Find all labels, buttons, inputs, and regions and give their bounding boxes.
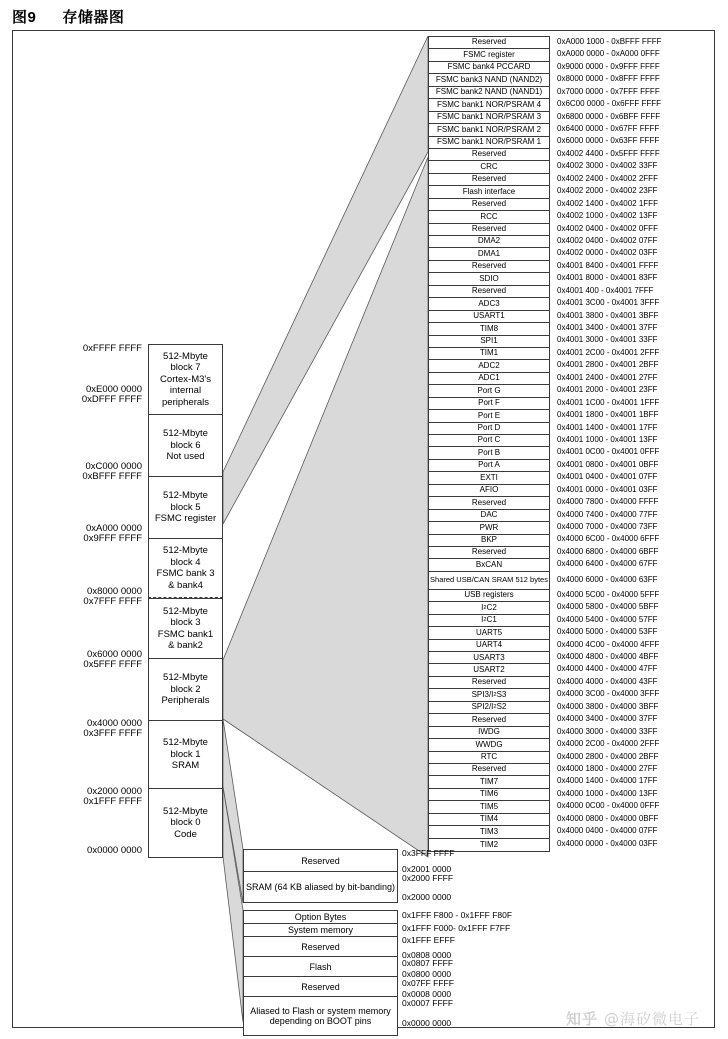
register-row-name: TIM6: [429, 789, 549, 801]
register-row-address: 0x4001 3400 - 0x4001 37FF: [557, 323, 658, 333]
sram-address-label: 0x2001 0000: [402, 864, 452, 874]
flash-address-label: 0x0800 0000: [402, 969, 452, 979]
block-address-label-10: 0x5FFF FFFF: [83, 659, 142, 670]
register-row-name: TIM7: [429, 776, 549, 788]
block-address-label-13: 0x2000 0000: [87, 786, 142, 797]
peripheral-register-address-list: [556, 36, 726, 850]
register-row-name: Reserved: [429, 174, 549, 186]
register-row-address: 0x4001 0000 - 0x4001 03FF: [557, 484, 658, 494]
memory-block-6: [148, 720, 223, 788]
register-row-address: 0x4001 2800 - 0x4001 2BFF: [557, 360, 659, 370]
sram-address-label: 0x2000 0000: [402, 892, 452, 902]
register-row-address: 0x4000 2800 - 0x4000 2BFF: [557, 751, 659, 761]
register-row-address: 0x6400 0000 - 0x67FF FFFF: [557, 124, 660, 134]
flash-boot-detail-box: [243, 910, 398, 1036]
register-row-name: FSMC bank1 NOR/PSRAM 4: [429, 99, 549, 111]
register-row-address: 0x4000 0400 - 0x4000 07FF: [557, 826, 658, 836]
zhihu-logo: 知乎: [565, 1010, 598, 1028]
register-row-address: 0x4001 3800 - 0x4001 3BFF: [557, 310, 659, 320]
flash-address-label: 0x0007 FFFF: [402, 998, 454, 1008]
memory-block-0-line-3: internal: [169, 385, 202, 397]
register-row-address: 0x4000 4C00 - 0x4000 4FFF: [557, 639, 660, 649]
register-row-name: Reserved: [429, 261, 549, 273]
memory-block-2-line-2: FSMC register: [154, 513, 217, 525]
register-row-address: 0x8000 0000 - 0x8FFF FFFF: [557, 74, 660, 84]
flash-address-label: 0x1FFF EFFF: [402, 935, 455, 945]
register-row-name: Shared USB/CAN SRAM 512 bytes: [429, 572, 549, 590]
register-row-address: 0x4000 3400 - 0x4000 37FF: [557, 714, 658, 724]
register-row-address: 0x4000 5400 - 0x4000 57FF: [557, 614, 658, 624]
register-row-address: 0x4000 3800 - 0x4000 3BFF: [557, 701, 659, 711]
register-row-name: DMA1: [429, 248, 549, 260]
memory-block-5-line-1: block 2: [170, 683, 201, 695]
register-row-address: 0x4001 2400 - 0x4001 27FF: [557, 372, 658, 382]
register-row-address: 0x4001 8000 - 0x4001 83FF: [557, 273, 658, 283]
watermark-account: @海矽微电子: [603, 1010, 700, 1028]
register-row-name: ADC1: [429, 373, 549, 385]
register-row-address: 0x4000 4000 - 0x4000 43FF: [557, 676, 658, 686]
register-row-name: BxCAN: [429, 559, 549, 571]
register-row-name: EXTI: [429, 472, 549, 484]
flash-address-label: 0x0807 FFFF: [402, 958, 454, 968]
flash-row: Reserved: [244, 977, 397, 997]
block-address-label-8: 0x7FFF FFFF: [83, 596, 142, 607]
register-row-name: FSMC bank3 NAND (NAND2): [429, 74, 549, 86]
register-row-address: 0x4001 0C00 - 0x4001 0FFF: [557, 447, 660, 457]
register-row-address: 0x4001 3C00 - 0x4001 3FFF: [557, 298, 660, 308]
register-row-name: TIM8: [429, 323, 549, 335]
register-row-address: 0x4000 1800 - 0x4000 27FF: [557, 763, 658, 773]
register-row-address: 0x4000 1000 - 0x4000 13FF: [557, 788, 658, 798]
memory-block-3-line-1: block 4: [170, 556, 201, 568]
register-row-address: 0x4000 7000 - 0x4000 73FF: [557, 522, 658, 532]
register-row-name: FSMC register: [429, 49, 549, 61]
register-row-name: Reserved: [429, 199, 549, 211]
register-row-name: Port C: [429, 435, 549, 447]
memory-block-0: [148, 344, 223, 414]
flash-address-label: 0x07FF FFFF: [402, 978, 454, 988]
register-row-address: 0x4001 400 - 0x4001 7FFF: [557, 285, 654, 295]
register-row-address: 0x4000 3C00 - 0x4000 3FFF: [557, 689, 660, 699]
register-row-address: 0x4002 4400 - 0x5FFF FFFF: [557, 148, 660, 158]
register-row-name: USART2: [429, 664, 549, 676]
register-row-address: 0x9000 0000 - 0x9FFF FFFF: [557, 61, 660, 71]
memory-block-1-line-2: Not used: [166, 451, 205, 463]
flash-address-label: 0x0008 0000: [402, 989, 452, 999]
block-address-label-9: 0x6000 0000: [87, 649, 142, 660]
memory-block-0-line-4: peripherals: [162, 396, 209, 408]
memory-block-3-line-2: FSMC bank 3: [156, 568, 215, 579]
block-address-label-4: 0xBFFF FFFF: [82, 471, 142, 482]
flash-address-label: 0x1FFF F000- 0x1FFF F7FF: [402, 923, 511, 933]
register-row-address: 0x4000 0C00 - 0x4000 0FFF: [557, 801, 660, 811]
flash-row: Aliased to Flash or system memory depending on BOOT pins: [244, 997, 397, 1035]
register-row-address: 0x4000 0800 - 0x4000 0BFF: [557, 813, 659, 823]
register-row-address: 0x4002 0400 - 0x4002 0FFF: [557, 223, 658, 233]
register-row-address: 0x6800 0000 - 0x6BFF FFFF: [557, 111, 661, 121]
register-row-address: 0x4001 1400 - 0x4001 17FF: [557, 422, 658, 432]
register-row-name: Reserved: [429, 286, 549, 298]
memory-block-4-line-3: & bank2: [168, 640, 203, 651]
register-row-name: Port F: [429, 398, 549, 410]
sram-detail-box: [243, 849, 398, 903]
register-row-name: Reserved: [429, 547, 549, 559]
figure-number: 图9: [12, 9, 37, 26]
register-row-address: 0xA000 1000 - 0xBFFF FFFF: [557, 36, 662, 46]
block-address-label-12: 0x3FFF FFFF: [83, 728, 142, 739]
register-row-address: 0x4001 1800 - 0x4001 1BFF: [557, 410, 659, 420]
register-row-name: RTC: [429, 752, 549, 764]
flash-row: System memory: [244, 924, 397, 937]
register-row-address: 0x4000 1400 - 0x4000 17FF: [557, 776, 658, 786]
memory-block-7-line-2: Code: [174, 828, 197, 840]
sram-row: Reserved: [244, 850, 397, 872]
block-address-label-3: 0xC000 0000: [85, 461, 142, 472]
register-row-address: 0x4000 5C00 - 0x4000 5FFF: [557, 589, 660, 599]
sram-address-labels: [402, 849, 542, 909]
block-address-label-15: 0x0000 0000: [87, 845, 142, 856]
memory-block-0-line-0: 512-Mbyte: [163, 350, 208, 362]
register-row-address: 0x7000 0000 - 0x7FFF FFFF: [557, 86, 660, 96]
register-row-name: TIM5: [429, 801, 549, 813]
register-row-name: SPI2/I 2 S2: [429, 702, 549, 714]
register-row-name: Reserved: [429, 677, 549, 689]
memory-block-5: [148, 658, 223, 720]
memory-block-2: [148, 476, 223, 538]
flash-row: Reserved: [244, 937, 397, 957]
register-row-address: 0x4002 2000 - 0x4002 23FF: [557, 186, 658, 196]
register-row-address: 0x6000 0000 - 0x63FF FFFF: [557, 136, 660, 146]
memory-block-5-line-0: 512-Mbyte: [163, 672, 208, 684]
register-row-name: Port D: [429, 423, 549, 435]
register-row-name: FSMC bank2 NAND (NAND1): [429, 87, 549, 99]
register-row-address: 0x4002 2400 - 0x4002 2FFF: [557, 173, 658, 183]
register-row-address: 0x4001 2C00 - 0x4001 2FFF: [557, 347, 660, 357]
register-row-name: USART1: [429, 311, 549, 323]
flash-row: Option Bytes: [244, 911, 397, 924]
register-row-address: 0x4000 6000 - 0x4000 63FF: [557, 574, 658, 584]
memory-block-6-line-0: 512-Mbyte: [163, 737, 208, 749]
register-row-address: 0x4001 0800 - 0x4001 0BFF: [557, 459, 659, 469]
sram-address-label: 0x2000 FFFF: [402, 873, 454, 883]
register-row-name: WWDG: [429, 739, 549, 751]
register-row-name: DAC: [429, 510, 549, 522]
register-row-address: 0x4001 1C00 - 0x4001 1FFF: [557, 397, 660, 407]
register-row-name: IWDG: [429, 727, 549, 739]
register-row-address: 0x4001 8400 - 0x4001 FFFF: [557, 260, 659, 270]
register-row-name: FSMC bank1 NOR/PSRAM 1: [429, 137, 549, 149]
sram-row: SRAM (64 KB aliased by bit-banding): [244, 872, 397, 902]
register-row-name: SPI3/I 2 S3: [429, 689, 549, 701]
register-row-name: SDIO: [429, 273, 549, 285]
register-row-address: 0x4002 1000 - 0x4002 13FF: [557, 211, 658, 221]
register-row-name: TIM4: [429, 814, 549, 826]
register-row-address: 0x4000 0000 - 0x4000 03FF: [557, 838, 658, 848]
block-address-label-1: 0xE000 0000: [86, 384, 142, 395]
register-row-address: 0x4002 1400 - 0x4002 1FFF: [557, 198, 658, 208]
block-address-label-6: 0x9FFF FFFF: [83, 533, 142, 544]
register-row-name: ADC3: [429, 298, 549, 310]
register-row-name: Port B: [429, 447, 549, 459]
block-address-label-7: 0x8000 0000: [87, 586, 142, 597]
peripheral-register-table: [428, 36, 550, 852]
register-row-name: SPI1: [429, 336, 549, 348]
register-row-name: Port E: [429, 410, 549, 422]
register-row-address: 0x4000 4800 - 0x4000 4BFF: [557, 652, 659, 662]
block-address-label-11: 0x4000 0000: [87, 718, 142, 729]
register-row-address: 0x4000 7800 - 0x4000 FFFF: [557, 497, 659, 507]
memory-block-2-line-0: 512-Mbyte: [163, 490, 208, 502]
memory-block-4-line-1: block 3: [170, 617, 201, 628]
block-address-label-2: 0xDFFF FFFF: [81, 394, 142, 405]
register-row-address: 0x4000 3000 - 0x4000 33FF: [557, 726, 658, 736]
register-row-name: FSMC bank1 NOR/PSRAM 2: [429, 124, 549, 136]
register-row-name: TIM3: [429, 826, 549, 838]
memory-block-7: [148, 788, 223, 858]
flash-row: Flash: [244, 957, 397, 977]
register-row-name: I 2 C2: [429, 602, 549, 614]
register-row-name: CRC: [429, 161, 549, 173]
register-row-name: UART4: [429, 640, 549, 652]
register-row-name: FSMC bank4 PCCARD: [429, 62, 549, 74]
memory-block-2-line-1: block 5: [170, 501, 201, 513]
sram-address-label: 0x3FFF FFFF: [402, 848, 455, 858]
memory-block-1-line-0: 512-Mbyte: [163, 428, 208, 440]
register-row-name: AFIO: [429, 485, 549, 497]
register-row-name: Reserved: [429, 764, 549, 776]
memory-block-6-line-2: SRAM: [171, 760, 200, 772]
register-row-name: USB registers: [429, 590, 549, 602]
register-row-address: 0x4000 6C00 - 0x4000 6FFF: [557, 534, 660, 544]
register-row-name: FSMC bank1 NOR/PSRAM 3: [429, 112, 549, 124]
register-row-address: 0x4000 7400 - 0x4000 77FF: [557, 509, 658, 519]
memory-block-3-line-0: 512-Mbyte: [163, 545, 208, 556]
flash-boot-address-labels: [402, 910, 562, 1035]
register-row-name: TIM1: [429, 348, 549, 360]
block-address-label-14: 0x1FFF FFFF: [83, 796, 142, 807]
register-row-address: 0x4002 0000 - 0x4002 03FF: [557, 248, 658, 258]
register-row-address: 0x4002 0400 - 0x4002 07FF: [557, 235, 658, 245]
memory-block-3: [148, 538, 223, 598]
register-row-address: 0x4001 2000 - 0x4001 23FF: [557, 385, 658, 395]
register-row-name: DMA2: [429, 236, 549, 248]
register-row-address: 0x4000 5800 - 0x4000 5BFF: [557, 602, 659, 612]
register-row-name: Reserved: [429, 224, 549, 236]
register-row-name: PWR: [429, 522, 549, 534]
memory-block-4-line-2: FSMC bank1: [157, 628, 214, 640]
register-row-name: Reserved: [429, 149, 549, 161]
memory-block-5-line-2: Peripherals: [161, 695, 210, 707]
figure-caption: 存储器图: [62, 9, 125, 26]
register-row-address: 0x4002 3000 - 0x4002 33FF: [557, 161, 658, 171]
register-row-address: 0x4001 3000 - 0x4001 33FF: [557, 335, 658, 345]
register-row-name: Reserved: [429, 714, 549, 726]
flash-address-label: 0x0808 0000: [402, 950, 452, 960]
memory-block-4-line-0: 512-Mbyte: [163, 605, 208, 617]
register-row-name: ADC2: [429, 360, 549, 372]
memory-block-4: [148, 598, 223, 658]
register-row-address: 0x4001 1000 - 0x4001 13FF: [557, 434, 658, 444]
register-row-address: 0xA000 0000 - 0xA000 0FFF: [557, 49, 660, 59]
flash-address-label: 0x0000 0000: [402, 1018, 452, 1028]
block-address-label-5: 0xA000 0000: [86, 523, 142, 534]
memory-block-7-line-1: block 0: [170, 817, 201, 829]
memory-block-6-line-1: block 1: [170, 748, 201, 760]
zhihu-watermark: [566, 1008, 700, 1029]
memory-block-7-line-0: 512-Mbyte: [163, 805, 208, 817]
register-row-address: 0x6C00 0000 - 0x6FFF FFFF: [557, 99, 662, 109]
register-row-address: 0x4000 5000 - 0x4000 53FF: [557, 627, 658, 637]
register-row-name: TIM2: [429, 839, 549, 851]
memory-block-1-line-1: block 6: [170, 439, 201, 451]
register-row-address: 0x4000 6800 - 0x4000 6BFF: [557, 546, 659, 556]
register-row-address: 0x4000 2C00 - 0x4000 2FFF: [557, 739, 660, 749]
register-row-name: I 2 C1: [429, 615, 549, 627]
flash-address-label: 0x1FFF F800 - 0x1FFF F80F: [402, 910, 513, 920]
register-row-address: 0x4000 6400 - 0x4000 67FF: [557, 559, 658, 569]
register-row-name: Port A: [429, 460, 549, 472]
register-row-name: BKP: [429, 535, 549, 547]
memory-block-0-line-1: block 7: [170, 362, 201, 374]
memory-block-3-line-3: & bank4: [168, 579, 203, 591]
register-row-address: 0x4001 0400 - 0x4001 07FF: [557, 472, 658, 482]
register-row-name: USART3: [429, 652, 549, 664]
register-row-name: Reserved: [429, 37, 549, 49]
register-row-address: 0x4000 4400 - 0x4000 47FF: [557, 664, 658, 674]
register-row-name: Port G: [429, 385, 549, 397]
register-row-name: Reserved: [429, 497, 549, 509]
memory-block-column: [148, 344, 223, 858]
block-address-label-0: 0xFFFF FFFF: [82, 343, 142, 354]
register-row-name: Flash interface: [429, 186, 549, 198]
register-row-name: RCC: [429, 211, 549, 223]
memory-block-0-line-2: Cortex-M3's: [160, 373, 211, 385]
memory-block-1: [148, 414, 223, 476]
register-row-name: UART5: [429, 627, 549, 639]
